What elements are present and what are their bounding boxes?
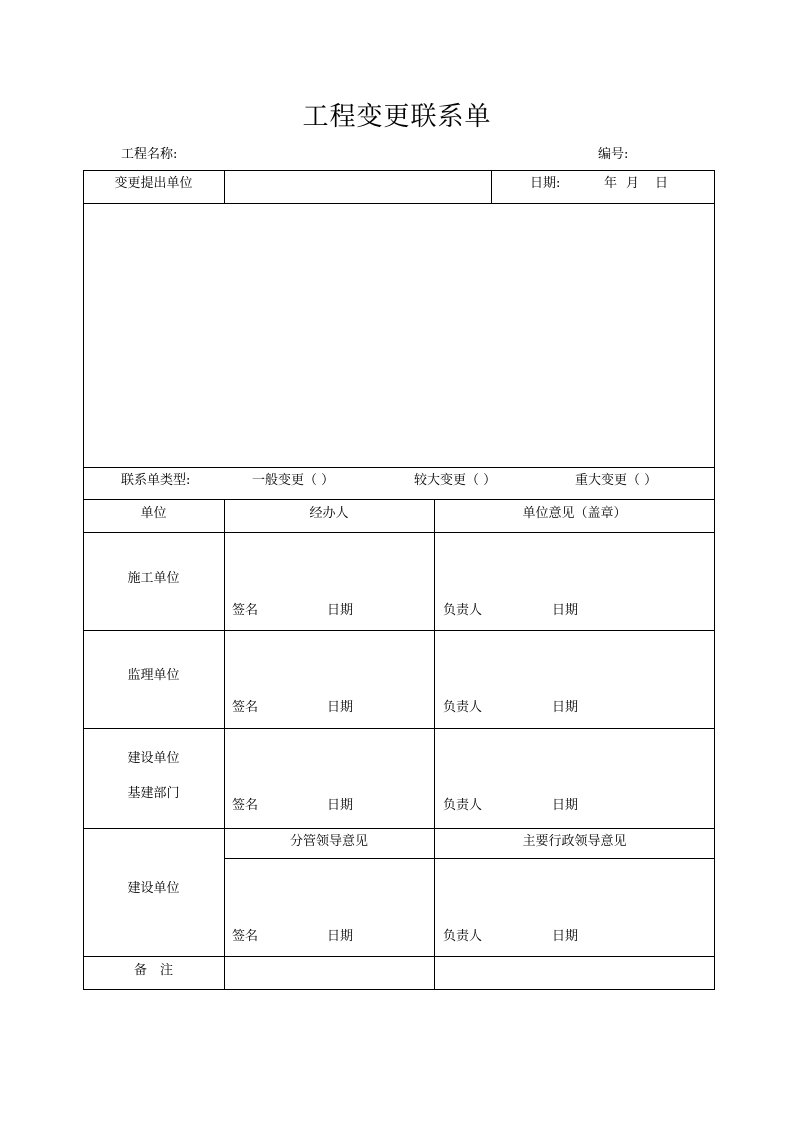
sign-date-label: 日期 — [327, 929, 354, 944]
sub-leader-opinion-label: 分管领导意见 — [289, 834, 368, 849]
unit-construction: 施工单位 — [127, 571, 180, 586]
proposer-day: 日 — [655, 176, 669, 191]
responsible-date-label: 日期 — [552, 603, 579, 618]
sign-label: 签名 — [232, 929, 259, 944]
proposer-label: 变更提出单位 — [114, 176, 193, 191]
proposer-date-label: 日期: — [530, 176, 561, 191]
column-opinion: 单位意见（盖章） — [522, 506, 627, 521]
number-label: 编号: — [598, 147, 629, 162]
proposer-year: 年 — [604, 176, 618, 191]
responsible-date-label: 日期 — [552, 929, 579, 944]
type-option-major[interactable]: 较大变更（ ） — [414, 473, 497, 488]
column-handler: 经办人 — [309, 506, 349, 521]
change-content-area[interactable] — [85, 205, 713, 465]
unit-owner-leaders: 建设单位 — [127, 881, 180, 896]
page-title: 工程变更联系单 — [302, 102, 492, 132]
responsible-date-label: 日期 — [552, 700, 579, 715]
column-unit: 单位 — [140, 506, 167, 521]
unit-owner: 建设单位 — [127, 751, 180, 766]
sign-date-label: 日期 — [327, 603, 354, 618]
project-name-label: 工程名称: — [121, 147, 178, 162]
responsible-label: 负责人 — [443, 798, 483, 813]
type-option-general[interactable]: 一般变更（ ） — [252, 473, 335, 488]
main-leader-opinion-label: 主要行政领导意见 — [522, 834, 627, 849]
unit-infrastructure-dept: 基建部门 — [127, 786, 180, 801]
responsible-date-label: 日期 — [552, 798, 579, 813]
type-label: 联系单类型: — [121, 473, 191, 488]
unit-supervision: 监理单位 — [127, 668, 180, 683]
sign-label: 签名 — [232, 798, 259, 813]
sign-label: 签名 — [232, 700, 259, 715]
sign-label: 签名 — [232, 603, 259, 618]
proposer-month: 月 — [626, 176, 640, 191]
responsible-label: 负责人 — [443, 929, 483, 944]
proposer-field[interactable] — [226, 172, 489, 202]
responsible-label: 负责人 — [443, 700, 483, 715]
sign-date-label: 日期 — [327, 700, 354, 715]
remarks-label: 备 注 — [133, 963, 173, 978]
type-option-critical[interactable]: 重大变更（ ） — [575, 473, 658, 488]
responsible-label: 负责人 — [443, 603, 483, 618]
sign-date-label: 日期 — [327, 798, 354, 813]
